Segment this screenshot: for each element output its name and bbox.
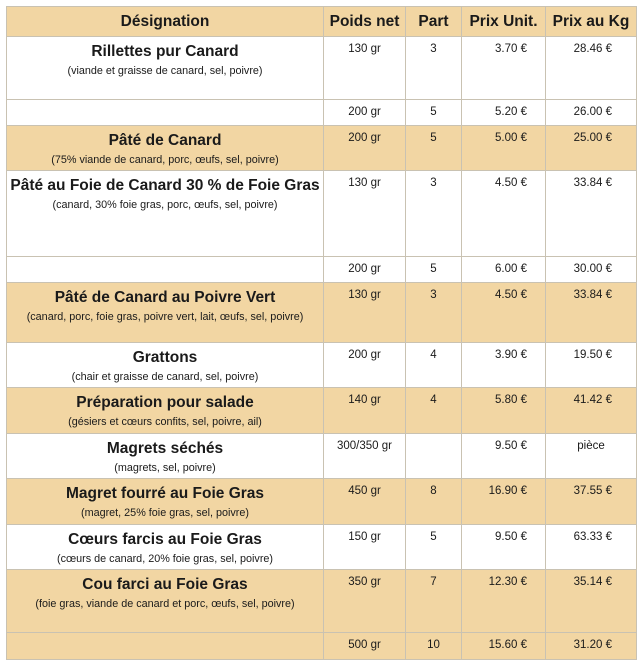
table-row xyxy=(7,126,637,171)
table-row xyxy=(7,434,637,479)
part-cell: 5 xyxy=(406,257,462,283)
price-per-kg-cell: 35.14 € xyxy=(546,570,637,633)
price-per-kg-cell: 63.33 € xyxy=(546,525,637,570)
table-row xyxy=(7,257,637,283)
product-name: Préparation pour salade xyxy=(76,394,254,411)
weight-cell: 140 gr xyxy=(324,388,406,434)
header-designation: Désignation xyxy=(7,7,324,37)
table-row xyxy=(7,100,637,126)
designation-cell xyxy=(7,283,324,343)
price-per-kg-cell: 30.00 € xyxy=(546,257,637,283)
unit-price-cell: 5.00 € xyxy=(462,126,546,171)
designation-cell xyxy=(7,479,324,525)
table-row xyxy=(7,388,637,434)
product-name: Magrets séchés xyxy=(106,440,224,457)
unit-price-cell: 5.80 € xyxy=(462,388,546,434)
product-ingredients: (gésiers et cœurs confits, sel, poivre, ail) xyxy=(68,416,262,428)
header-part: Part xyxy=(406,7,462,37)
product-ingredients: (magrets, sel, poivre) xyxy=(114,462,216,474)
designation-cell xyxy=(7,257,324,283)
table-row xyxy=(7,570,637,633)
product-ingredients: (chair et graisse de canard, sel, poivre) xyxy=(71,371,259,383)
designation-cell xyxy=(7,633,324,660)
unit-price-cell: 4.50 € xyxy=(462,283,546,343)
product-name: Magret fourré au Foie Gras xyxy=(65,485,265,502)
weight-cell: 130 gr xyxy=(324,171,406,257)
price-per-kg-cell: 37.55 € xyxy=(546,479,637,525)
product-ingredients: (foie gras, viande de canard et porc, œufs, sel, poivre) xyxy=(35,598,295,610)
header-weight: Poids net xyxy=(324,7,406,37)
price-per-kg-cell: 33.84 € xyxy=(546,283,637,343)
part-cell: 10 xyxy=(406,633,462,660)
product-name: Cœurs farcis au Foie Gras xyxy=(68,531,262,548)
price-per-kg-cell: 19.50 € xyxy=(546,343,637,388)
price-per-kg-cell: 28.46 € xyxy=(546,37,637,100)
header-row xyxy=(7,7,637,37)
price-table xyxy=(6,6,637,660)
weight-cell: 450 gr xyxy=(324,479,406,525)
product-ingredients: (canard, porc, foie gras, poivre vert, lait, œufs, sel, poivre) xyxy=(26,311,304,323)
unit-price-cell: 9.50 € xyxy=(462,434,546,479)
table-body xyxy=(7,37,637,660)
header-unit-price: Prix Unit. xyxy=(462,7,546,37)
product-ingredients: (canard, 30% foie gras, porc, œufs, sel, poivre) xyxy=(52,199,278,211)
part-cell: 3 xyxy=(406,37,462,100)
table-row xyxy=(7,525,637,570)
weight-cell: 350 gr xyxy=(324,570,406,633)
designation-cell xyxy=(7,171,324,257)
designation-cell xyxy=(7,434,324,479)
unit-price-cell: 3.70 € xyxy=(462,37,546,100)
weight-cell: 200 gr xyxy=(324,100,406,126)
product-ingredients: (viande et graisse de canard, sel, poivre) xyxy=(67,65,263,77)
table-row xyxy=(7,343,637,388)
designation-cell xyxy=(7,343,324,388)
part-cell xyxy=(406,434,462,479)
product-name: Pâté au Foie de Canard 30 % de Foie Gras xyxy=(10,177,320,194)
part-cell: 4 xyxy=(406,388,462,434)
product-ingredients: (magret, 25% foie gras, sel, poivre) xyxy=(80,507,250,519)
table-row xyxy=(7,37,637,100)
unit-price-cell: 5.20 € xyxy=(462,100,546,126)
product-name: Cou farci au Foie Gras xyxy=(82,576,248,593)
header-price-per-kg: Prix au Kg xyxy=(546,7,637,37)
designation-cell xyxy=(7,525,324,570)
weight-cell: 200 gr xyxy=(324,343,406,388)
part-cell: 3 xyxy=(406,171,462,257)
part-cell: 7 xyxy=(406,570,462,633)
weight-cell: 200 gr xyxy=(324,257,406,283)
product-name: Pâté de Canard au Poivre Vert xyxy=(54,289,276,306)
part-cell: 8 xyxy=(406,479,462,525)
unit-price-cell: 6.00 € xyxy=(462,257,546,283)
product-name: Pâté de Canard xyxy=(108,132,222,149)
table-row xyxy=(7,633,637,660)
unit-price-cell: 4.50 € xyxy=(462,171,546,257)
weight-cell: 150 gr xyxy=(324,525,406,570)
part-cell: 4 xyxy=(406,343,462,388)
table-row xyxy=(7,171,637,257)
part-cell: 5 xyxy=(406,126,462,171)
unit-price-cell: 3.90 € xyxy=(462,343,546,388)
unit-price-cell: 16.90 € xyxy=(462,479,546,525)
unit-price-cell: 12.30 € xyxy=(462,570,546,633)
weight-cell: 130 gr xyxy=(324,37,406,100)
unit-price-cell: 15.60 € xyxy=(462,633,546,660)
designation-cell xyxy=(7,570,324,633)
price-per-kg-cell: 33.84 € xyxy=(546,171,637,257)
weight-cell: 200 gr xyxy=(324,126,406,171)
designation-cell xyxy=(7,37,324,100)
weight-cell: 300/350 gr xyxy=(324,434,406,479)
price-per-kg-cell: 25.00 € xyxy=(546,126,637,171)
designation-cell xyxy=(7,388,324,434)
part-cell: 5 xyxy=(406,100,462,126)
part-cell: 5 xyxy=(406,525,462,570)
weight-cell: 500 gr xyxy=(324,633,406,660)
price-per-kg-cell: 41.42 € xyxy=(546,388,637,434)
product-name: Rillettes pur Canard xyxy=(91,43,239,60)
product-name: Grattons xyxy=(132,349,198,366)
designation-cell xyxy=(7,126,324,171)
table-row xyxy=(7,283,637,343)
weight-cell: 130 gr xyxy=(324,283,406,343)
price-per-kg-cell: 26.00 € xyxy=(546,100,637,126)
price-table-container xyxy=(6,6,637,660)
part-cell: 3 xyxy=(406,283,462,343)
price-per-kg-cell: 31.20 € xyxy=(546,633,637,660)
product-ingredients: (75% viande de canard, porc, œufs, sel, poivre) xyxy=(51,154,279,166)
designation-cell xyxy=(7,100,324,126)
product-ingredients: (cœurs de canard, 20% foie gras, sel, poivre) xyxy=(56,553,274,565)
table-row xyxy=(7,479,637,525)
unit-price-cell: 9.50 € xyxy=(462,525,546,570)
price-per-kg-cell: pièce xyxy=(546,434,637,479)
